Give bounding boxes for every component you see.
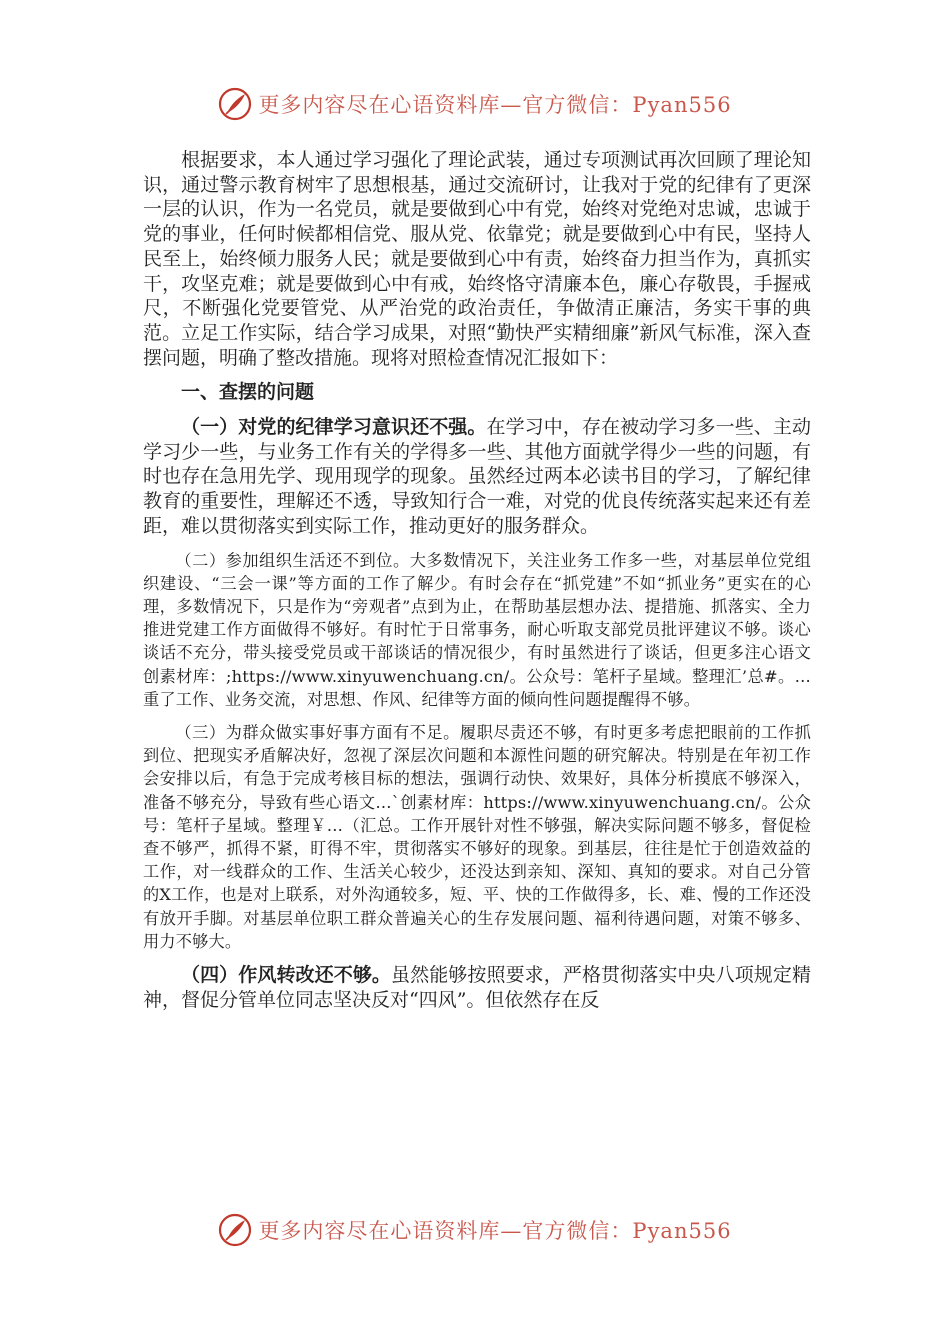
issue-title-4: （四）作风转改还不够。 bbox=[181, 964, 392, 986]
watermark-banner-top bbox=[0, 82, 950, 126]
issue-paragraph-4 bbox=[143, 963, 811, 1012]
document-body bbox=[143, 140, 811, 1012]
issue-body-2: 大多数情况下，关注业务工作多一些，对基层单位党组织建设、“三会一课”等方面的工作了解少。有时会存在“抓党建”不如“抓业务”更实在的心理，多数情况下，只是作为“旁观者”点到为止，在帮助基层想办法、提措施、抓落实、全力推进党建工作方面做得不够好。有时忙于日常事务，耐心听取支部党员批评建议不够。谈心谈话不充分，带头接受党员或干部谈话的情况很少，有时虽然进行了谈话，但更多注心语文创素材库：;https://www.xinyuwenchuang.cn/。公众号：笔杆子星域。整理汇’总#。…重了工作、业务交流，对思想、作风、纪律等方面的倾向性问题提醒得不够。 bbox=[143, 550, 811, 709]
watermark-text: 更多内容尽在心语资料库—官方微信：Pyan556 bbox=[258, 93, 732, 117]
issue-title-1: （一）对党的纪律学习意识还不强。 bbox=[181, 416, 487, 439]
feather-pen-logo-icon bbox=[218, 1213, 252, 1247]
section-heading: 一、查摆的问题 bbox=[181, 381, 315, 404]
watermark-banner-bottom bbox=[0, 1208, 950, 1252]
issue-paragraph-2 bbox=[143, 549, 811, 711]
watermark-text: 更多内容尽在心语资料库—官方微信：Pyan556 bbox=[258, 1219, 732, 1243]
issue-title-2: （二）参加组织生活还不到位。 bbox=[175, 550, 410, 570]
issue-paragraph-1 bbox=[143, 415, 811, 539]
issue-body-4: 虽然能够按照要求，严格贯彻落实中央八项规定精神，督促分管单位同志坚决反对“四风”。但依然存在反 bbox=[143, 964, 811, 1011]
issue-body-1: 在学习中，存在被动学习多一些、主动学习少一些，与业务工作有关的学得多一些、其他方面就学得少一些的问题，有时也存在急用先学、现用现学的现象。虽然经过两本必读书目的学习，了解纪律教育的重要性，理解还不透，导致知行合一难，对党的优良传统落实起来还有差距，难以贯彻落实到实际工作，推动更好的服务群众。 bbox=[143, 416, 811, 537]
issue-paragraph-3 bbox=[143, 721, 811, 953]
intro-paragraph: 根据要求，本人通过学习强化了理论武装，通过专项测试再次回顾了理论知识，通过警示教育树牢了思想根基，通过交流研讨，让我对于党的纪律有了更深一层的认识，作为一名党员，就是要做到心中有党，始终对党绝对忠诚，忠诚于党的事业，任何时候都相信党、服从党、依靠党；就是要做到心中有民，坚持人民至上，始终倾力服务人民；就是要做到心中有责，始终奋力担当作为，真抓实干，攻坚克难；就是要做到心中有戒，始终恪守清廉本色，廉心存敬畏，手握戒尺，不断强化党要管党、从严治党的政治责任，争做清正廉洁，务实干事的典范。立足工作实际，结合学习成果，对照“勤快严实精细廉”新风气标准，深入查摆问题，明确了整改措施。现将对照检查情况汇报如下： bbox=[143, 149, 811, 369]
issue-body-3: 履职尽责还不够，有时更多考虑把眼前的工作抓到位、把现实矛盾解决好，忽视了深层次问题和本源性问题的研究解决。特别是在年初工作会安排以后，有急于完成考核目标的想法，强调行动快、效果好，具体分析摸底不够深入，准备不够充分，导致有些心语文…`创素材库：https://www.xinyuwenchuang.cn/。公众号：笔杆子星域。整理￥…（汇总。工作开展针对性不够强，解决实际问题不够多，督促检查不够严，抓得不紧，盯得不牢，贯彻落实不够好的现象。到基层，往往是忙于创造效益的工作，对一线群众的工作、生活关心较少，还没达到亲知、深知、真知的要求。对自己分管的X工作，也是对上联系，对外沟通较多，短、平、快的工作做得多，长、难、慢的工作还没有放开手脚。对基层单位职工群众普遍关心的生存发展问题、福利待遇问题，对策不够多、用力不够大。 bbox=[143, 722, 812, 951]
feather-pen-logo-icon bbox=[218, 87, 252, 121]
issue-title-3: （三）为群众做实事好事方面有不足。 bbox=[175, 722, 460, 742]
